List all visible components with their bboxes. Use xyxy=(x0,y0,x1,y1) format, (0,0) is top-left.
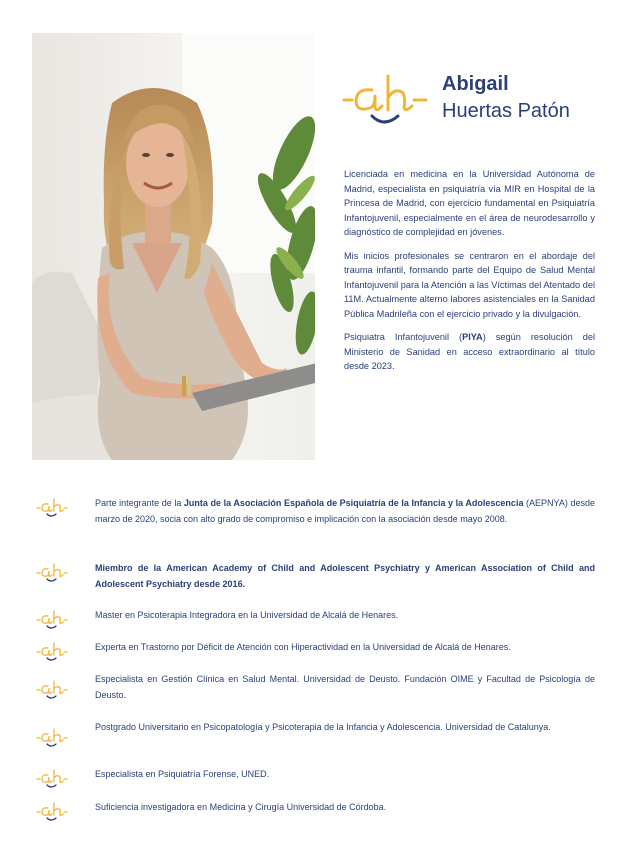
credential-text: Especialista en Psiquiatría Forense, UNED. xyxy=(95,769,270,779)
bio-paragraph-3 xyxy=(344,330,595,374)
bio-p3-pre: Psiquiatra Infantojuvenil ( xyxy=(344,332,463,342)
bio-p3-post: ) según resolución del Ministerio de Sanidad en acceso extraordinario al título desde 2023. xyxy=(344,332,595,371)
bio-p3-bold: PIYA xyxy=(462,332,483,342)
credential-text: Experta en Trastorno por Déficit de Atención con Hiperactividad en la Universidad de Alcalá de Henares. xyxy=(95,642,511,652)
credential-text: Postgrado Universitario en Psicopatología y Psicoterapia de la Infancia y Adolescencia. Universidad de Catalunya. xyxy=(95,722,551,732)
profile-photo xyxy=(32,33,315,460)
name-heading xyxy=(442,71,612,125)
ah-bullet-icon xyxy=(36,801,68,821)
credential-text: Suficiencia investigadora en Medicina y Cirugía Universidad de Córdoba. xyxy=(95,802,387,812)
bio-section xyxy=(344,167,595,383)
ah-bullet-icon xyxy=(36,497,68,517)
ah-bullet-icon xyxy=(36,641,68,661)
credential-text: Miembro de la American Academy of Child and Adolescent Psychiatry y American Association of Child and Adolescent Psychiatry desde 2016. xyxy=(95,563,595,589)
credential-text: Parte integrante de la Junta de la Asociación Española de Psiquiatría de la Infancia y la Adolescencia (AEPNYA) desde marzo de 2020, socia con alto grado de compromiso e implicación con la asociación desde mayo 2008. xyxy=(95,498,595,524)
ah-bullet-icon xyxy=(36,727,68,747)
ah-bullet-icon xyxy=(36,609,68,629)
portrait-illustration xyxy=(32,33,315,460)
ah-logo-icon xyxy=(342,70,430,128)
first-name: Abigail xyxy=(442,73,509,95)
ah-bullet-icon xyxy=(36,562,68,582)
ah-bullet-icon xyxy=(36,679,68,699)
last-name: Huertas Patón xyxy=(442,100,570,122)
credential-text: Especialista en Gestión Clínica en Salud Mental. Universidad de Deusto. Fundación OIME y Facultad de Psicología de Deusto. xyxy=(95,674,595,700)
bio-paragraph-2: Mis inicios profesionales se centraron en el abordaje del trauma infantil, formando parte del Equipo de Salud Mental Infantojuvenil para la Atención a las Víctimas del Atentado del 11M. Actualmente alterno labores asistenciales en la Sanidad Pública Madrileña con el ejercicio privado y la divulgación. xyxy=(344,250,595,319)
credential-text: Master en Psicoterapia Integradora en la Universidad de Alcalá de Henares. xyxy=(95,610,399,620)
ah-bullet-icon xyxy=(36,768,68,788)
bio-paragraph-1: Licenciada en medicina en la Universidad Autónoma de Madrid, especialista en psiquiatría vía MIR en Hospital de la Princesa de Madrid, con ejercicio fundamental en Psiquiatría Infantojuvenil, especialmente en el área de neurodesarrollo y diagnóstico de complejidad en jóvenes. xyxy=(344,169,595,237)
